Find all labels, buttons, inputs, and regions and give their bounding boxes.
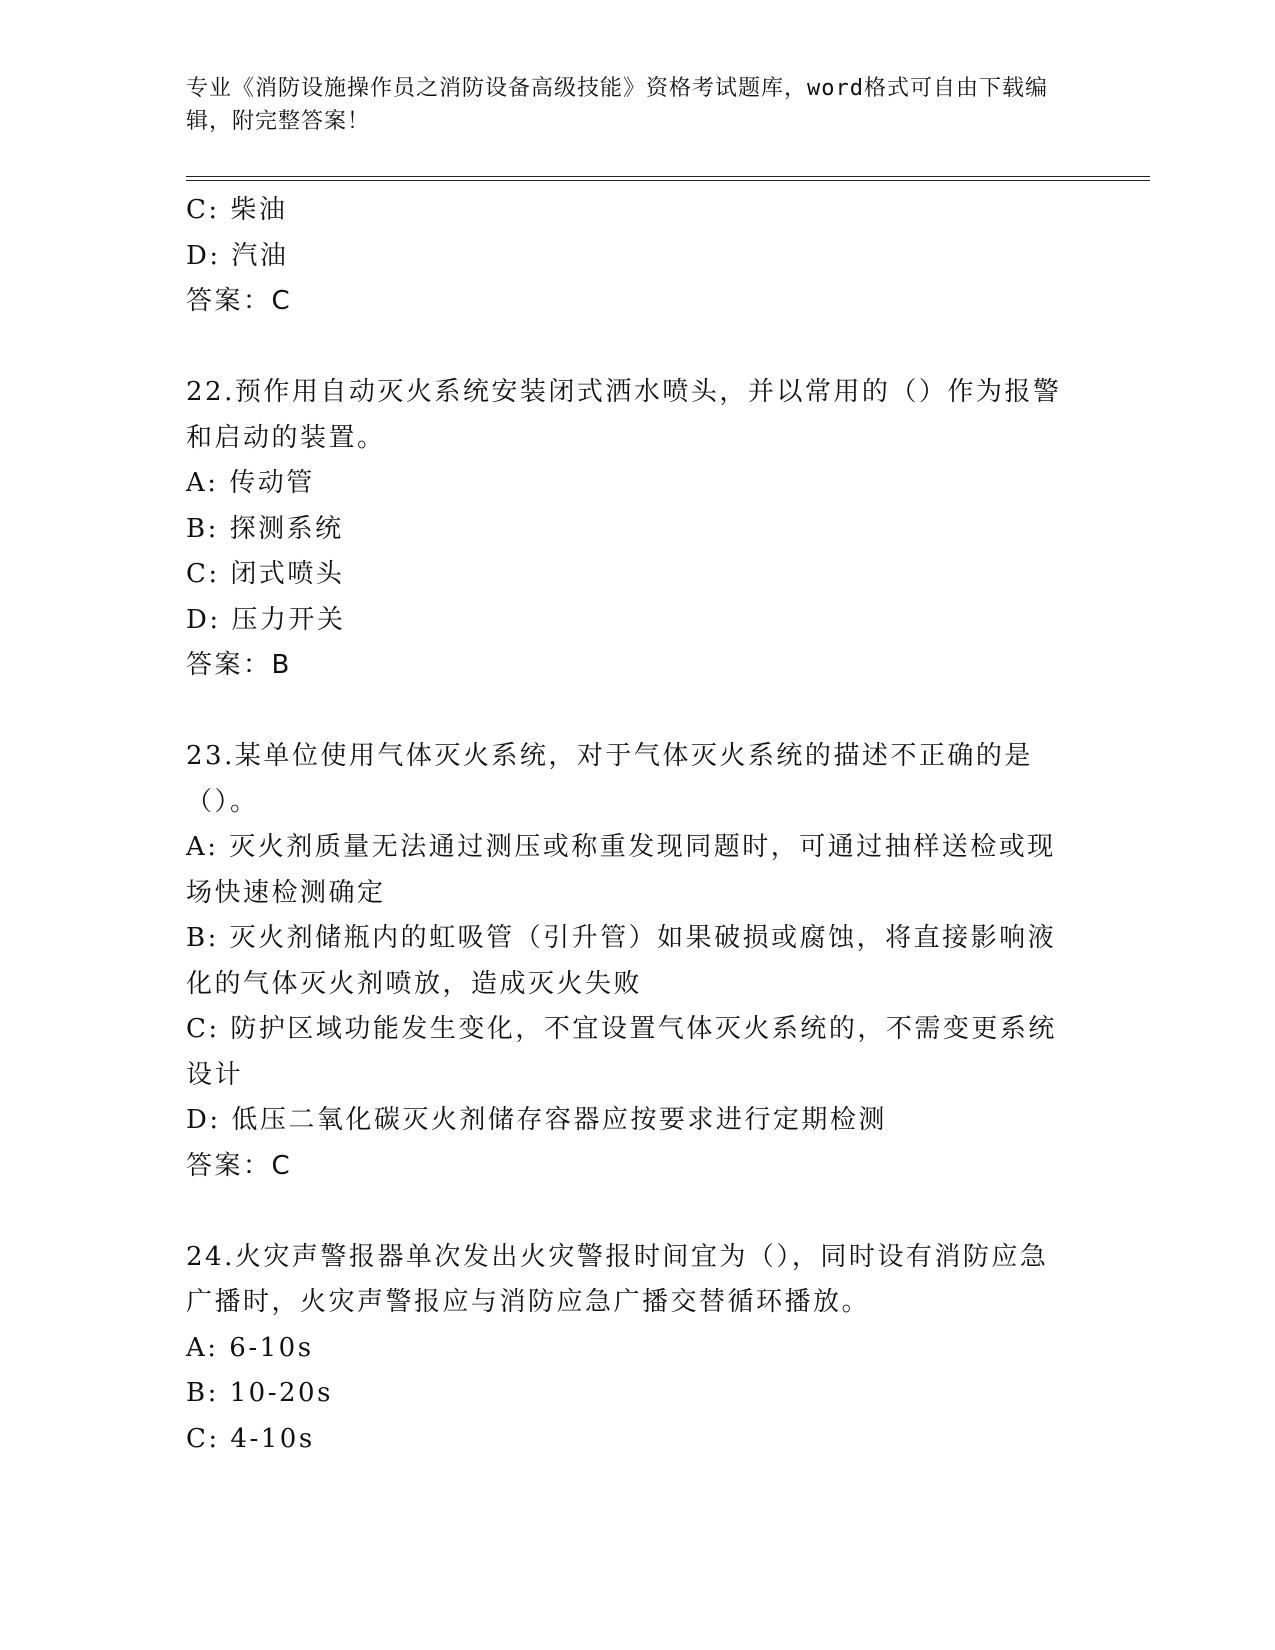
option-a: A: 传动管: [186, 468, 315, 498]
option-d: D: 低压二氧化碳灭火剂储存容器应按要求进行定期检测: [186, 1105, 887, 1135]
spacer: [186, 1189, 1066, 1235]
option-d: D: 压力开关: [186, 604, 346, 635]
spacer: [186, 689, 1066, 735]
spacer: [186, 325, 1066, 371]
option-d: D: 汽油: [186, 240, 289, 271]
option-b: B: 灭火剂储瓶内的虹吸管（引升管）如果破损或腐蚀，将直接影响液化的气体灭火剂喷放，造成灭火失败: [186, 923, 1057, 999]
option-c: C: 4-10s: [186, 1423, 315, 1454]
question-24: [186, 1235, 1066, 1463]
question-stem: 24.火灾声警报器单次发出火灾警报时间宜为（），同时设有消防应急广播时，火灾声警报应与消防应急广播交替循环播放。: [186, 1241, 1049, 1317]
option-b: B: 10-20s: [186, 1378, 333, 1408]
question-21-tail: [186, 188, 1066, 325]
option-c: C: 闭式喷头: [186, 559, 345, 589]
question-stem: 22.预作用自动灭火系统安装闭式洒水喷头，并以常用的（）作为报警和启动的装置。: [186, 377, 1062, 453]
answer-line: 答案：C: [186, 1150, 293, 1181]
header-divider-bottom: [186, 180, 1150, 181]
question-stem: 23.某单位使用气体灭火系统，对于气体灭火系统的描述不正确的是（）。: [186, 741, 1033, 817]
header-divider-top: [186, 176, 1150, 177]
option-c: C: 防护区域功能发生变化，不宜设置气体灭火系统的，不需变更系统设计: [186, 1014, 1057, 1090]
question-22: [186, 370, 1066, 689]
option-b: B: 探测系统: [186, 513, 344, 544]
option-c: C: 柴油: [186, 195, 288, 225]
answer-line: 答案：B: [186, 650, 292, 680]
question-list: [186, 188, 1066, 1462]
option-a: A: 灭火剂质量无法通过测压或称重发现同题时，可通过抽样送检或现场快速检测确定: [186, 832, 1056, 908]
option-a: A: 6-10s: [186, 1332, 314, 1363]
question-23: [186, 734, 1066, 1189]
document-header: 专业《消防设施操作员之消防设备高级技能》资格考试题库，word格式可自由下载编辑，附完整答案！: [186, 76, 1048, 134]
answer-line: 答案：C: [186, 286, 293, 316]
